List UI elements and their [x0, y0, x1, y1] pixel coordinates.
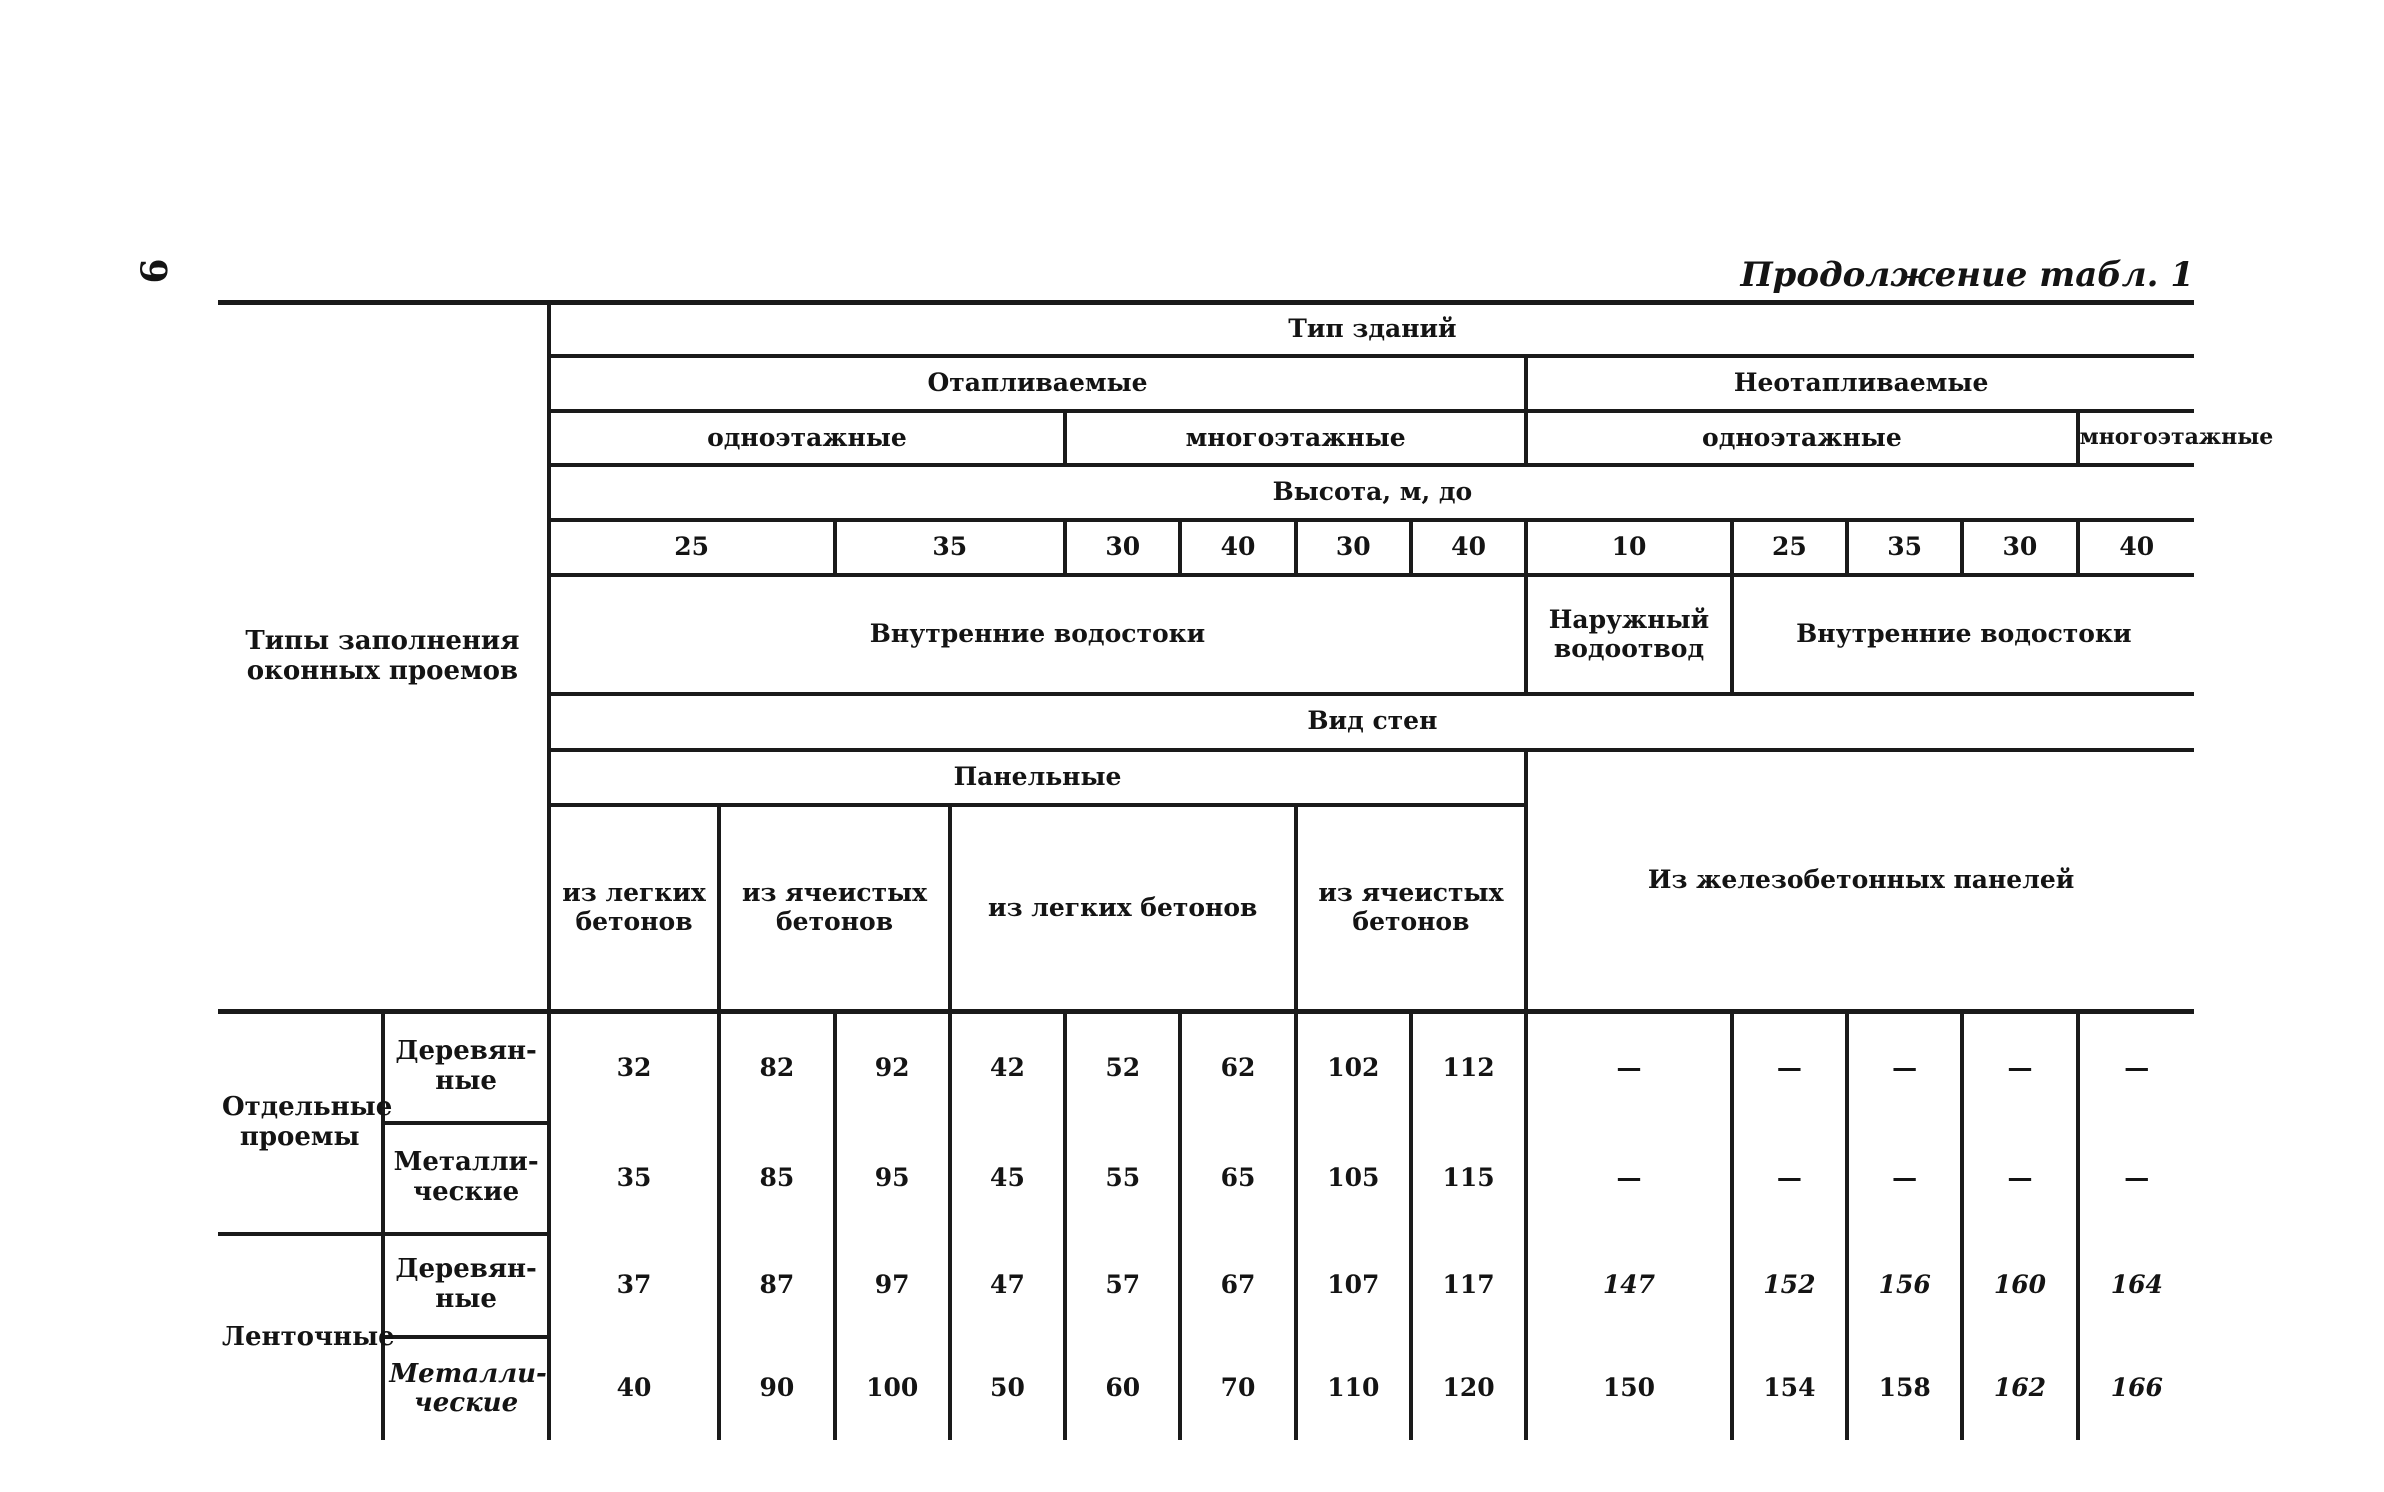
- row-label: Металли-ческие: [383, 1123, 548, 1234]
- group-label: Отдельные проемы: [222, 1091, 393, 1152]
- table-cell: —: [1732, 1123, 1847, 1234]
- table-cell: 35: [549, 1123, 719, 1234]
- unheated-multi-storey: многоэтажные: [2078, 411, 2194, 466]
- table-cell: 57: [1065, 1234, 1180, 1337]
- table-cell: 95: [835, 1123, 950, 1234]
- height-25-b: 25: [1732, 520, 1847, 576]
- table-cell: 120: [1411, 1337, 1526, 1440]
- table-cell: 160: [1962, 1234, 2077, 1337]
- table-cell: 60: [1065, 1337, 1180, 1440]
- page-number: 9: [131, 258, 174, 284]
- table-cell: —: [1962, 1123, 2077, 1234]
- table-row: [218, 1123, 2194, 1234]
- stub-header: Типы заполнения оконных проемов: [218, 303, 549, 1012]
- internal-drains-heated: Внутренние водостоки: [549, 575, 1526, 693]
- table-cell: 92: [835, 1011, 950, 1122]
- height-10: 10: [1526, 520, 1732, 576]
- panel-header: Панельные: [549, 750, 1526, 806]
- table-cell: 102: [1296, 1011, 1411, 1122]
- building-type-header: Тип зданий: [549, 303, 2194, 357]
- height-30-a: 30: [1065, 520, 1180, 576]
- table-cell: 55: [1065, 1123, 1180, 1234]
- table-cell: 115: [1411, 1123, 1526, 1234]
- table-cell: 147: [1526, 1234, 1732, 1337]
- table-cell: 85: [719, 1123, 834, 1234]
- height-30-b: 30: [1296, 520, 1411, 576]
- windows-fill-table: [218, 300, 2274, 1440]
- unheated-header: Неотапливаемые: [1526, 356, 2194, 411]
- table-cell: 62: [1180, 1011, 1295, 1122]
- light-concrete-header-2: из легких бетонов: [950, 805, 1296, 1011]
- height-40-c: 40: [2078, 520, 2194, 576]
- height-30-c: 30: [1962, 520, 2077, 576]
- wall-type-header: Вид стен: [549, 694, 2194, 750]
- external-drain: Наружный водоотвод: [1526, 575, 1732, 693]
- table-cell: 112: [1411, 1011, 1526, 1122]
- table-cell: 45: [950, 1123, 1065, 1234]
- table-cell: 150: [1526, 1337, 1732, 1440]
- row-label: Металли-ческие: [383, 1337, 548, 1440]
- table-cell: 42: [950, 1011, 1065, 1122]
- table-cell: 52: [1065, 1011, 1180, 1122]
- table-cell: —: [1847, 1123, 1962, 1234]
- table-cell: 67: [1180, 1234, 1295, 1337]
- row-label: Деревян-ные: [383, 1011, 548, 1122]
- height-25: 25: [549, 520, 835, 576]
- heated-header: Отапливаемые: [549, 356, 1526, 411]
- height-35-b: 35: [1847, 520, 1962, 576]
- table-cell: —: [2078, 1123, 2194, 1234]
- table-row: [218, 1337, 2194, 1440]
- unheated-single-storey: одноэтажные: [1526, 411, 2077, 466]
- rc-panels-header: Из железобетонных панелей: [1526, 750, 2194, 1012]
- table-cell: 158: [1847, 1337, 1962, 1440]
- table-cell: —: [1526, 1123, 1732, 1234]
- table-cell: 110: [1296, 1337, 1411, 1440]
- height-35: 35: [835, 520, 1066, 576]
- table-cell: —: [2078, 1011, 2194, 1122]
- cellular-concrete-header-2: из ячеистых бетонов: [1296, 805, 1527, 1011]
- height-header: Высота, м, до: [549, 465, 2194, 520]
- table-cell: —: [1526, 1011, 1732, 1122]
- table-row: [218, 1011, 2194, 1122]
- cellular-concrete-header-1: из ячеистых бетонов: [719, 805, 950, 1011]
- table-row: [218, 1234, 2194, 1337]
- table-cell: 97: [835, 1234, 950, 1337]
- table-cell: 164: [2078, 1234, 2194, 1337]
- table-cell: —: [1847, 1011, 1962, 1122]
- table-cell: 117: [1411, 1234, 1526, 1337]
- table-cell: 40: [549, 1337, 719, 1440]
- height-40-a: 40: [1180, 520, 1295, 576]
- table-cell: 87: [719, 1234, 834, 1337]
- table-cell: 47: [950, 1234, 1065, 1337]
- table-cell: 105: [1296, 1123, 1411, 1234]
- data-table-container: [218, 300, 2274, 1440]
- table-cell: 100: [835, 1337, 950, 1440]
- table-cell: 166: [2078, 1337, 2194, 1440]
- internal-drains-unheated: Внутренние водостоки: [1732, 575, 2194, 693]
- table-cell: 154: [1732, 1337, 1847, 1440]
- heated-multi-storey: многоэтажные: [1065, 411, 1526, 466]
- table-cell: 90: [719, 1337, 834, 1440]
- heated-single-storey: одноэтажные: [549, 411, 1065, 466]
- table-cell: 156: [1847, 1234, 1962, 1337]
- row-label: Деревян-ные: [383, 1234, 548, 1337]
- table-cell: 107: [1296, 1234, 1411, 1337]
- table-cell: 162: [1962, 1337, 2077, 1440]
- table-cell: 37: [549, 1234, 719, 1337]
- table-cell: 50: [950, 1337, 1065, 1440]
- height-40-b: 40: [1411, 520, 1526, 576]
- table-cell: —: [1962, 1011, 2077, 1122]
- group-label: Ленточные: [218, 1234, 383, 1440]
- table-cell: —: [1732, 1011, 1847, 1122]
- table-cell: 32: [549, 1011, 719, 1122]
- table-caption: Продолжение табл. 1: [1740, 255, 2194, 295]
- table-cell: 70: [1180, 1337, 1295, 1440]
- table-cell: 65: [1180, 1123, 1295, 1234]
- table-cell: 82: [719, 1011, 834, 1122]
- table-cell: 152: [1732, 1234, 1847, 1337]
- light-concrete-header-1: из легких бетонов: [549, 805, 719, 1011]
